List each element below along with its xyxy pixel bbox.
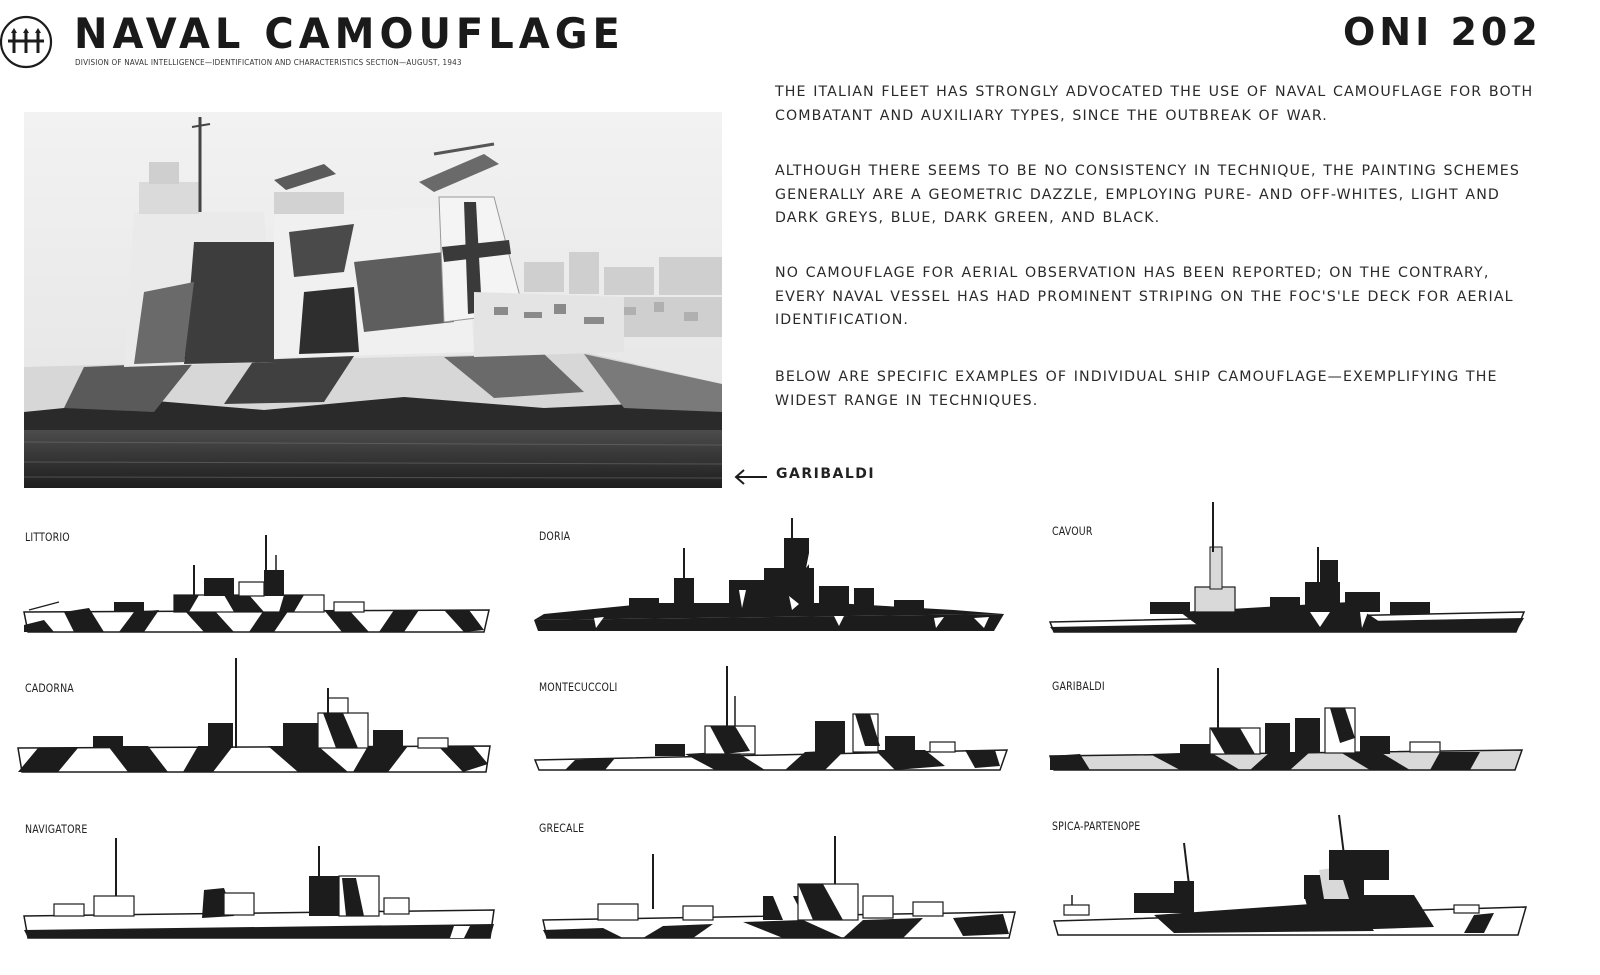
page-title: NAVAL CAMOUFLAGE [74, 10, 625, 59]
document-code: ONI 202 [1343, 10, 1542, 54]
technique-paragraph: ALTHOUGH THERE SEEMS TO BE NO CONSISTENCY IN TECHNIQUE, THE PAINTING SCHEMES GENERALLY ARE A GEOMETRIC DAZZLE, EMPLOYING PURE- AND OFF-WHITES, LIGHT AND DARK GREYS, BLUE, DARK GREEN, AND BLACK. [775, 163, 1520, 226]
page-subtitle: DIVISION OF NAVAL INTELLIGENCE—IDENTIFICATION AND CHARACTERISTICS SECTION—AUGUST, 1943 [75, 58, 462, 67]
ship-silhouette-garibaldi [1050, 668, 1525, 772]
garibaldi-photo [24, 112, 722, 488]
ship-label-cavour: CAVOUR [1052, 524, 1093, 538]
ship-label-littorio: LITTORIO [25, 530, 70, 544]
ship-label-grecale: GRECALE [539, 821, 585, 835]
navy-insignia-icon [0, 14, 56, 70]
ship-silhouette-montecuccoli [535, 666, 1010, 774]
ship-label-garibaldi: GARIBALDI [1052, 679, 1105, 693]
ship-silhouette-cadorna [18, 658, 493, 776]
ship-label-doria: DORIA [539, 529, 571, 543]
ship-silhouette-littorio [24, 530, 494, 635]
ship-label-spica-partenope: SPICA-PARTENOPE [1052, 819, 1141, 833]
intro-paragraph: THE ITALIAN FLEET HAS STRONGLY ADVOCATED THE USE OF NAVAL CAMOUFLAGE FOR BOTH COMBATANT AND AUXILIARY TYPES, SINCE THE OUTBREAK OF WAR. [775, 84, 1534, 124]
arrow-left-icon [733, 465, 769, 489]
ship-silhouette-grecale [543, 834, 1019, 942]
photo-caption: GARIBALDI [776, 466, 876, 482]
examples-paragraph: BELOW ARE SPECIFIC EXAMPLES OF INDIVIDUAL SHIP CAMOUFLAGE—EXEMPLIFYING THE WIDEST RANGE IN TECHNIQUES. [775, 369, 1498, 409]
ship-silhouette-cavour [1050, 502, 1528, 634]
ship-silhouette-doria [534, 518, 1009, 633]
ship-silhouette-navigatore [24, 838, 498, 942]
ship-label-navigatore: NAVIGATORE [25, 822, 88, 836]
ship-label-cadorna: CADORNA [25, 681, 74, 695]
ship-silhouette-spica-partenope [1054, 815, 1530, 939]
aerial-paragraph: NO CAMOUFLAGE FOR AERIAL OBSERVATION HAS BEEN REPORTED; ON THE CONTRARY, EVERY NAVAL VESSEL HAS HAD PROMINENT STRIPING ON THE FOC'S'LE DECK FOR AERIAL IDENTIFICATION. [775, 265, 1514, 328]
ship-label-montecuccoli: MONTECUCCOLI [539, 680, 618, 694]
